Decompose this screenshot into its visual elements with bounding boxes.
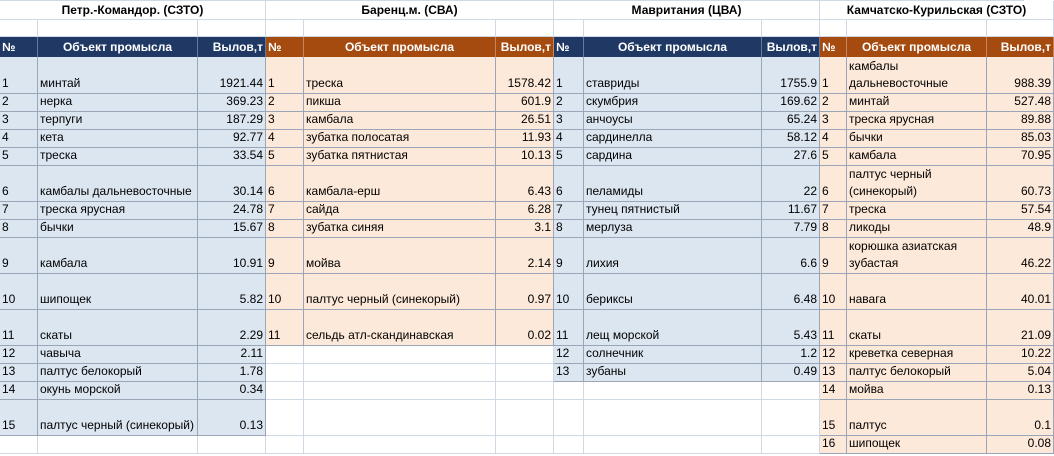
region-title[interactable]: Мавритания (ЦВА) (554, 1, 820, 20)
header-num[interactable]: № (0, 37, 38, 57)
table-row (266, 57, 554, 94)
empty-cell[interactable] (554, 20, 584, 36)
table-row (554, 364, 820, 382)
row-catch-value[interactable]: 85.03 (987, 130, 1054, 148)
row-species[interactable] (584, 436, 762, 454)
table-row (0, 310, 266, 346)
row-num[interactable]: 2 (554, 94, 584, 112)
row-species[interactable]: ликоды (847, 220, 987, 238)
table-row (554, 94, 820, 112)
row-num[interactable]: 3 (820, 112, 847, 130)
empty-row (266, 400, 554, 436)
row-num[interactable]: 10 (266, 274, 304, 310)
empty-cell[interactable] (847, 20, 987, 36)
table-row (266, 274, 554, 310)
row-species[interactable]: палтус черный (синекорый) (38, 400, 198, 436)
row-species[interactable]: треска (38, 148, 198, 166)
row-catch-value[interactable]: 7.79 (762, 220, 820, 238)
row-num[interactable]: 12 (0, 346, 38, 364)
row-species[interactable]: бычки (38, 220, 198, 238)
table-row (820, 57, 1054, 94)
table-row (820, 238, 1054, 274)
row-num[interactable]: 1 (554, 57, 584, 94)
row-num[interactable]: 4 (0, 130, 38, 148)
row-catch-value[interactable]: 1921.44 (198, 57, 266, 94)
empty-row (0, 436, 266, 454)
row-catch-value[interactable]: 3.1 (496, 220, 554, 238)
row-catch-value[interactable] (496, 436, 554, 454)
row-catch-value[interactable] (496, 346, 554, 364)
row-catch-value[interactable]: 40.01 (987, 274, 1054, 310)
row-num[interactable]: 11 (554, 310, 584, 346)
table-row (820, 202, 1054, 220)
row-num[interactable]: 3 (266, 112, 304, 130)
row-species[interactable]: камбала (38, 238, 198, 274)
row-species[interactable]: треска (847, 202, 987, 220)
row-species[interactable]: тунец пятнистый (584, 202, 762, 220)
row-species[interactable]: скаты (38, 310, 198, 346)
row-species[interactable]: бычки (847, 130, 987, 148)
row-catch-value[interactable] (496, 382, 554, 400)
row-catch-value[interactable]: 15.67 (198, 220, 266, 238)
table-row (266, 220, 554, 238)
table-row (554, 310, 820, 346)
row-catch-value[interactable]: 5.04 (987, 364, 1054, 382)
row-species[interactable]: креветка северная (847, 346, 987, 364)
row-catch-value[interactable] (496, 364, 554, 382)
row-species[interactable] (304, 436, 496, 454)
row-num[interactable] (554, 382, 584, 400)
row-num[interactable]: 12 (820, 346, 847, 364)
table-row (266, 130, 554, 148)
row-catch-value[interactable]: 0.1 (987, 400, 1054, 436)
row-num[interactable]: 14 (820, 382, 847, 400)
table-row (266, 148, 554, 166)
row-catch-value[interactable]: 527.48 (987, 94, 1054, 112)
row-species[interactable] (304, 400, 496, 436)
row-catch-value[interactable]: 1578.42 (496, 57, 554, 94)
row-species[interactable]: навага (847, 274, 987, 310)
table-row (820, 112, 1054, 130)
row-catch-value[interactable]: 6.6 (762, 238, 820, 274)
row-catch-value[interactable]: 0.08 (987, 436, 1054, 454)
row-species[interactable] (304, 346, 496, 364)
table-row (554, 112, 820, 130)
row-species[interactable]: пеламиды (584, 166, 762, 202)
row-num[interactable] (0, 436, 38, 454)
row-catch-value[interactable]: 2.11 (198, 346, 266, 364)
row-species[interactable]: корюшка азиатская зубастая (847, 238, 987, 274)
row-species[interactable]: ставриды (584, 57, 762, 94)
row-num[interactable]: 8 (554, 220, 584, 238)
row-species[interactable] (584, 400, 762, 436)
row-num[interactable] (266, 382, 304, 400)
row-num[interactable]: 3 (0, 112, 38, 130)
row-num[interactable]: 4 (554, 130, 584, 148)
row-catch-value[interactable]: 22 (762, 166, 820, 202)
row-catch-value[interactable]: 21.09 (987, 310, 1054, 346)
blank-row (820, 20, 1054, 37)
row-catch-value[interactable] (762, 382, 820, 400)
blank-row (266, 20, 554, 37)
row-catch-value[interactable]: 33.54 (198, 148, 266, 166)
row-catch-value[interactable] (496, 400, 554, 436)
row-species[interactable]: кета (38, 130, 198, 148)
row-catch-value[interactable]: 89.88 (987, 112, 1054, 130)
row-catch-value[interactable]: 1.2 (762, 346, 820, 364)
row-num[interactable]: 2 (820, 94, 847, 112)
row-species[interactable]: бериксы (584, 274, 762, 310)
empty-row (554, 400, 820, 436)
row-num[interactable]: 9 (554, 238, 584, 274)
row-catch-value[interactable]: 169.62 (762, 94, 820, 112)
row-num[interactable]: 10 (554, 274, 584, 310)
row-catch-value[interactable]: 26.51 (496, 112, 554, 130)
row-catch-value[interactable]: 5.43 (762, 310, 820, 346)
row-catch-value[interactable]: 2.29 (198, 310, 266, 346)
table-row (0, 220, 266, 238)
row-catch-value[interactable]: 6.48 (762, 274, 820, 310)
catch-table-2 (266, 1, 554, 456)
row-num[interactable]: 5 (266, 148, 304, 166)
row-num[interactable]: 6 (820, 166, 847, 202)
row-num[interactable]: 7 (266, 202, 304, 220)
row-num[interactable]: 11 (266, 310, 304, 346)
row-catch-value[interactable]: 2.14 (496, 238, 554, 274)
row-species[interactable]: пикша (304, 94, 496, 112)
row-species[interactable]: нерка (38, 94, 198, 112)
table-row (266, 202, 554, 220)
row-catch-value[interactable]: 601.9 (496, 94, 554, 112)
table-row (0, 202, 266, 220)
table-row (266, 94, 554, 112)
row-species[interactable] (304, 364, 496, 382)
catch-table-1 (0, 1, 266, 456)
header-name[interactable]: Объект промысла (847, 37, 987, 57)
row-num[interactable]: 5 (554, 148, 584, 166)
table-row (554, 57, 820, 94)
row-species[interactable]: минтай (38, 57, 198, 94)
table-row (554, 274, 820, 310)
row-species[interactable]: камбала (847, 148, 987, 166)
table-row (554, 130, 820, 148)
row-species[interactable]: мерлуза (584, 220, 762, 238)
row-catch-value[interactable]: 58.12 (762, 130, 820, 148)
table-row (820, 310, 1054, 346)
row-num[interactable] (266, 364, 304, 382)
row-num[interactable]: 3 (554, 112, 584, 130)
row-num[interactable] (266, 436, 304, 454)
table-row (0, 166, 266, 202)
empty-cell[interactable] (0, 20, 38, 36)
row-catch-value[interactable]: 988.39 (987, 57, 1054, 94)
row-catch-value[interactable]: 60.73 (987, 166, 1054, 202)
row-num[interactable]: 7 (820, 202, 847, 220)
catch-table-3 (554, 1, 820, 456)
table-row (554, 166, 820, 202)
table-row (554, 148, 820, 166)
row-num[interactable]: 11 (0, 310, 38, 346)
header-value[interactable]: Вылов,т (496, 37, 554, 57)
empty-cell[interactable] (584, 20, 762, 36)
empty-row (266, 436, 554, 454)
row-species[interactable]: сельдь атл-скандинавская (304, 310, 496, 346)
row-species[interactable]: зубатка синяя (304, 220, 496, 238)
header-num[interactable]: № (820, 37, 847, 57)
row-catch-value[interactable]: 10.22 (987, 346, 1054, 364)
row-catch-value[interactable]: 11.67 (762, 202, 820, 220)
empty-cell[interactable] (762, 20, 820, 36)
row-species[interactable]: палтус черный (синекорый) (847, 166, 987, 202)
row-catch-value[interactable] (198, 436, 266, 454)
header-num[interactable]: № (266, 37, 304, 57)
table-row (0, 382, 266, 400)
table-row (820, 94, 1054, 112)
row-num[interactable]: 2 (0, 94, 38, 112)
row-species[interactable]: сардина (584, 148, 762, 166)
row-catch-value[interactable]: 57.54 (987, 202, 1054, 220)
row-num[interactable]: 13 (0, 364, 38, 382)
row-species[interactable]: камбалы дальневосточные (38, 166, 198, 202)
column-header-row (0, 37, 266, 57)
row-species[interactable] (584, 382, 762, 400)
blank-row (0, 20, 266, 37)
empty-cell[interactable] (496, 20, 554, 36)
table-row (820, 220, 1054, 238)
table-row (0, 238, 266, 274)
header-num[interactable]: № (554, 37, 584, 57)
row-num[interactable]: 6 (0, 166, 38, 202)
empty-cell[interactable] (198, 20, 266, 36)
row-catch-value[interactable]: 27.6 (762, 148, 820, 166)
table-row (266, 238, 554, 274)
empty-cell[interactable] (304, 20, 496, 36)
table-row (0, 57, 266, 94)
row-species[interactable]: треска ярусная (847, 112, 987, 130)
row-num[interactable]: 15 (820, 400, 847, 436)
row-catch-value[interactable]: 6.43 (496, 166, 554, 202)
row-catch-value[interactable]: 187.29 (198, 112, 266, 130)
empty-row (554, 436, 820, 454)
column-header-row (554, 37, 820, 57)
table-row (0, 400, 266, 436)
empty-row (266, 364, 554, 382)
table-row (0, 112, 266, 130)
row-num[interactable] (266, 400, 304, 436)
table-row (554, 202, 820, 220)
table-row (0, 148, 266, 166)
row-species[interactable]: лихия (584, 238, 762, 274)
row-num[interactable]: 13 (554, 364, 584, 382)
header-name[interactable]: Объект промысла (584, 37, 762, 57)
table-row (266, 112, 554, 130)
row-num[interactable]: 5 (0, 148, 38, 166)
row-species[interactable]: мойва (847, 382, 987, 400)
row-num[interactable]: 5 (820, 148, 847, 166)
header-value[interactable]: Вылов,т (762, 37, 820, 57)
table-row (820, 130, 1054, 148)
table-row (820, 346, 1054, 364)
row-catch-value[interactable]: 0.34 (198, 382, 266, 400)
empty-cell[interactable] (987, 20, 1054, 36)
row-catch-value[interactable]: 5.82 (198, 274, 266, 310)
empty-cell[interactable] (820, 20, 847, 36)
row-num[interactable]: 8 (266, 220, 304, 238)
header-name[interactable]: Объект промысла (38, 37, 198, 57)
row-species[interactable] (38, 436, 198, 454)
row-species[interactable]: анчоусы (584, 112, 762, 130)
row-num[interactable]: 15 (0, 400, 38, 436)
row-species[interactable]: палтус (847, 400, 987, 436)
row-species[interactable]: камбала-ерш (304, 166, 496, 202)
empty-cell[interactable] (38, 20, 198, 36)
table-row (820, 364, 1054, 382)
row-species[interactable]: шипощек (38, 274, 198, 310)
row-catch-value[interactable]: 10.91 (198, 238, 266, 274)
row-species[interactable]: зубатка полосатая (304, 130, 496, 148)
row-catch-value[interactable] (762, 400, 820, 436)
row-num[interactable]: 9 (0, 238, 38, 274)
row-species[interactable]: шипощек (847, 436, 987, 454)
row-num[interactable]: 9 (820, 238, 847, 274)
table-row (820, 400, 1054, 436)
row-num[interactable] (554, 436, 584, 454)
row-catch-value[interactable]: 46.22 (987, 238, 1054, 274)
row-catch-value[interactable]: 24.78 (198, 202, 266, 220)
row-num[interactable] (266, 346, 304, 364)
row-species[interactable]: треска ярусная (38, 202, 198, 220)
row-species[interactable]: окунь морской (38, 382, 198, 400)
empty-cell[interactable] (266, 20, 304, 36)
row-catch-value[interactable]: 11.93 (496, 130, 554, 148)
row-num[interactable]: 8 (0, 220, 38, 238)
empty-row (266, 382, 554, 400)
row-catch-value[interactable]: 1755.9 (762, 57, 820, 94)
region-title[interactable]: Баренц.м. (СВА) (266, 1, 554, 20)
row-num[interactable]: 2 (266, 94, 304, 112)
table-row (820, 166, 1054, 202)
row-num[interactable]: 4 (266, 130, 304, 148)
row-species[interactable]: чавыча (38, 346, 198, 364)
row-num[interactable]: 7 (0, 202, 38, 220)
table-row (0, 364, 266, 382)
row-catch-value[interactable]: 0.13 (198, 400, 266, 436)
row-num[interactable]: 7 (554, 202, 584, 220)
column-header-row (820, 37, 1054, 57)
row-catch-value[interactable]: 48.9 (987, 220, 1054, 238)
empty-row (266, 346, 554, 364)
row-num[interactable]: 1 (0, 57, 38, 94)
table-row (554, 220, 820, 238)
row-num[interactable]: 6 (554, 166, 584, 202)
table-row (820, 382, 1054, 400)
row-catch-value[interactable]: 0.97 (496, 274, 554, 310)
row-catch-value[interactable]: 0.49 (762, 364, 820, 382)
table-row (554, 346, 820, 364)
row-catch-value[interactable]: 10.13 (496, 148, 554, 166)
row-num[interactable]: 14 (0, 382, 38, 400)
row-species[interactable]: треска (304, 57, 496, 94)
row-species[interactable]: зубатка пятнистая (304, 148, 496, 166)
row-species[interactable]: зубаны (584, 364, 762, 382)
table-row (0, 346, 266, 364)
row-num[interactable]: 11 (820, 310, 847, 346)
row-catch-value[interactable]: 0.13 (987, 382, 1054, 400)
row-num[interactable]: 4 (820, 130, 847, 148)
header-value[interactable]: Вылов,т (198, 37, 266, 57)
table-row (266, 166, 554, 202)
row-num[interactable]: 6 (266, 166, 304, 202)
row-num[interactable]: 13 (820, 364, 847, 382)
row-catch-value[interactable]: 65.24 (762, 112, 820, 130)
row-catch-value[interactable]: 0.02 (496, 310, 554, 346)
row-num[interactable] (554, 400, 584, 436)
row-num[interactable]: 12 (554, 346, 584, 364)
table-row (0, 130, 266, 148)
row-num[interactable]: 10 (0, 274, 38, 310)
row-species[interactable]: минтай (847, 94, 987, 112)
blank-row (554, 20, 820, 37)
row-catch-value[interactable]: 369.23 (198, 94, 266, 112)
row-num[interactable]: 1 (266, 57, 304, 94)
row-species[interactable]: палтус белокорый (38, 364, 198, 382)
table-row (0, 274, 266, 310)
row-species[interactable] (304, 382, 496, 400)
row-catch-value[interactable]: 1.78 (198, 364, 266, 382)
table-row (820, 436, 1054, 454)
row-num[interactable]: 16 (820, 436, 847, 454)
row-catch-value[interactable]: 92.77 (198, 130, 266, 148)
empty-row (554, 382, 820, 400)
table-row (266, 310, 554, 346)
row-num[interactable]: 8 (820, 220, 847, 238)
region-title[interactable]: Петр.-Командор. (СЗТО) (0, 1, 266, 20)
row-species[interactable]: скаты (847, 310, 987, 346)
catch-table-4 (820, 1, 1054, 456)
table-row (0, 94, 266, 112)
row-species[interactable]: камбалы дальневосточные (847, 57, 987, 94)
row-species[interactable]: солнечник (584, 346, 762, 364)
row-num[interactable]: 9 (266, 238, 304, 274)
row-species[interactable]: скумбрия (584, 94, 762, 112)
header-name[interactable]: Объект промысла (304, 37, 496, 57)
row-catch-value[interactable]: 6.28 (496, 202, 554, 220)
row-species[interactable]: терпуги (38, 112, 198, 130)
row-species[interactable]: палтус черный (синекорый) (304, 274, 496, 310)
row-catch-value[interactable] (762, 436, 820, 454)
table-row (554, 238, 820, 274)
row-catch-value[interactable]: 30.14 (198, 166, 266, 202)
table-row (820, 148, 1054, 166)
row-species[interactable]: лещ морской (584, 310, 762, 346)
row-num[interactable]: 1 (820, 57, 847, 94)
header-value[interactable]: Вылов,т (987, 37, 1054, 57)
column-header-row (266, 37, 554, 57)
row-species[interactable]: палтус белокорый (847, 364, 987, 382)
table-row (820, 274, 1054, 310)
row-num[interactable]: 10 (820, 274, 847, 310)
region-title[interactable]: Камчатско-Курильская (СЗТО) (820, 1, 1054, 20)
row-species[interactable]: мойва (304, 238, 496, 274)
row-catch-value[interactable]: 70.95 (987, 148, 1054, 166)
row-species[interactable]: сардинелла (584, 130, 762, 148)
row-species[interactable]: сайда (304, 202, 496, 220)
row-species[interactable]: камбала (304, 112, 496, 130)
